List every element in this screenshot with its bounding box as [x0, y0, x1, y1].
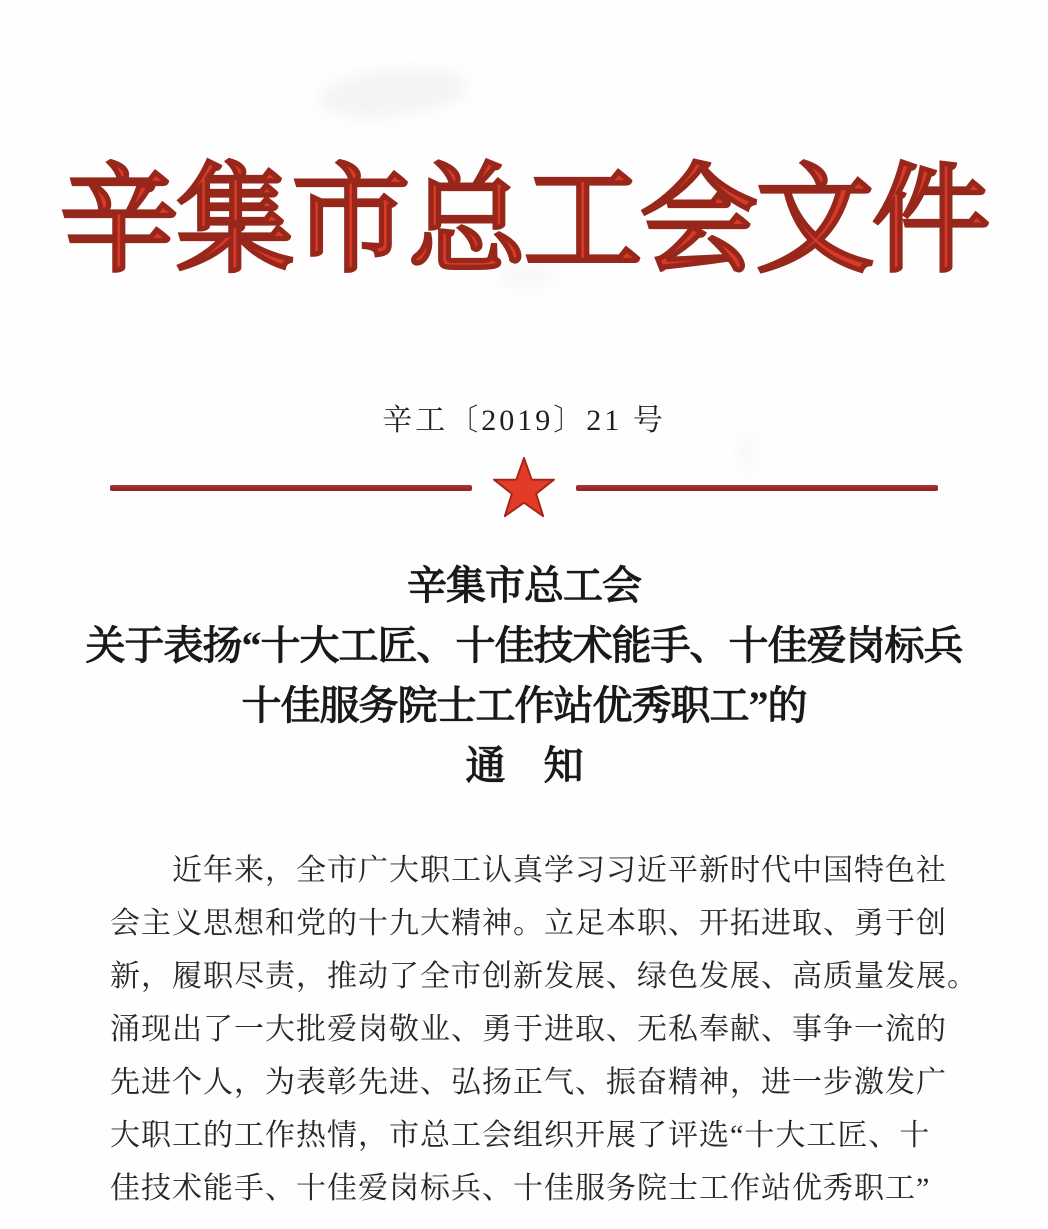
body-line-1: 近年来，全市广大职工认真学习习近平新时代中国特色社 — [172, 854, 947, 887]
red-star-icon — [492, 452, 556, 524]
red-divider — [110, 452, 938, 524]
notice-body — [110, 844, 978, 1215]
notice-heading: 通 知 — [465, 743, 583, 788]
body-line-2: 会主义思想和党的十九大精神。立足本职、开拓进取、勇于创 — [110, 907, 947, 940]
body-line-4: 涌现出了一大批爱岗敬业、勇于进取、无私奉献、事争一流的 — [110, 1013, 947, 1046]
notice-title-line-2: 十佳服务院士工作站优秀职工”的 — [241, 683, 807, 728]
body-line-6: 大职工的工作热情，市总工会组织开展了评选“十大工匠、十 — [110, 1119, 931, 1152]
body-line-5: 先进个人，为表彰先进、弘扬正气、振奋精神，进一步激发广 — [110, 1066, 947, 1099]
divider-line-left — [110, 485, 472, 491]
body-line-7: 佳技术能手、十佳爱岗标兵、十佳服务院士工作站优秀职工” — [110, 1172, 931, 1205]
notice-title-block — [0, 556, 1048, 796]
divider-line-right — [576, 485, 938, 491]
notice-org-line: 辛集市总工会 — [407, 563, 641, 608]
scan-smudge — [316, 62, 470, 123]
red-header-title: 辛集市总工会文件 — [59, 156, 988, 287]
document-number: 辛工〔2019〕21 号 — [382, 404, 666, 437]
notice-title-line-1: 关于表扬“十大工匠、十佳技术能手、十佳爱岗标兵 — [85, 623, 963, 668]
body-line-3: 新，履职尽责，推动了全市创新发展、绿色发展、高质量发展。 — [110, 960, 978, 993]
